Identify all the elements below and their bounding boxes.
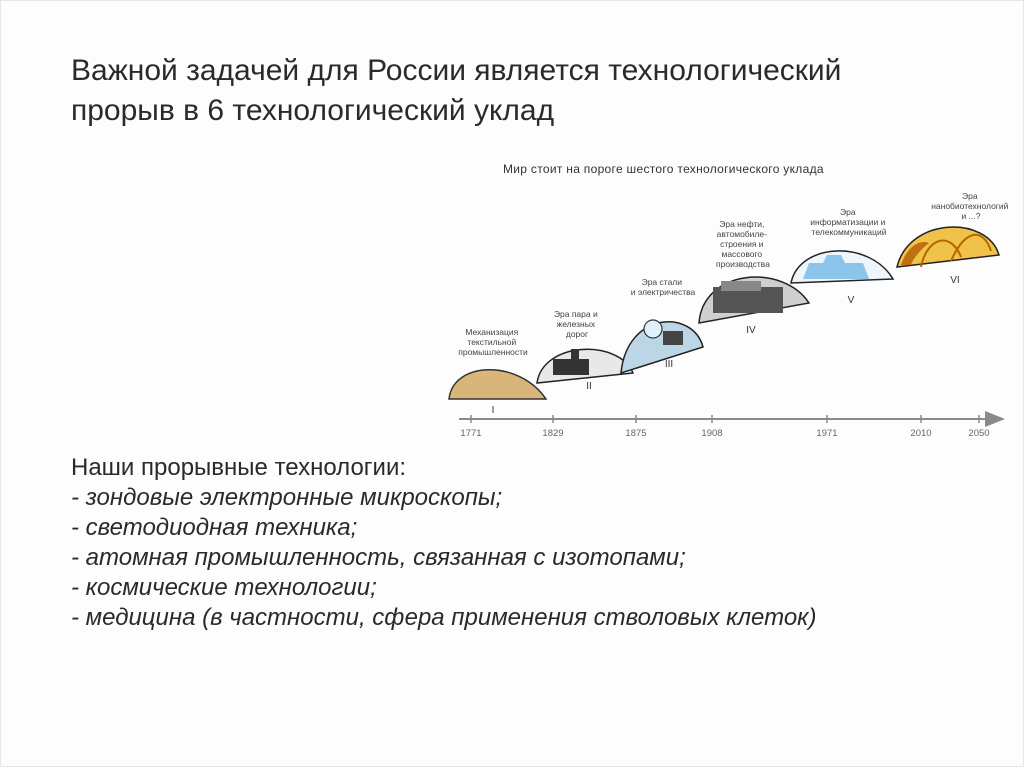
era-3-caption-line: Эра стали [641, 277, 683, 287]
era-1-dome [449, 370, 546, 399]
era-5-caption-line: Эра [840, 207, 856, 217]
era-2-numeral: II [586, 381, 592, 392]
era-3-caption [631, 277, 696, 297]
slide-title [71, 51, 971, 131]
era-6-caption [931, 191, 1011, 221]
timeline-year-label: 1971 [816, 428, 838, 439]
breakthrough-heading: Наши прорывные технологии: [71, 454, 407, 481]
era-5-numeral: V [847, 295, 855, 306]
era-3-numeral: III [664, 359, 674, 370]
era-2-caption-line: Эра пара и [553, 309, 598, 319]
breakthrough-item: - медицина (в частности, сфера применения стволовых клеток) [71, 604, 817, 631]
locomotive-illustration [553, 359, 589, 375]
breakthrough-item: - космические технологии; [71, 574, 377, 601]
timeline-year-label: 1908 [701, 428, 723, 439]
technological-waves-diagram [431, 151, 1011, 446]
era-6-caption-line: и ...? [961, 211, 981, 221]
lightbulb-illustration [644, 320, 662, 338]
title-line-1: Важной задачей для России является технологический [71, 54, 842, 87]
era-5-caption-line: информатизации и [810, 217, 886, 227]
timeline-year-label: 2050 [968, 428, 990, 439]
era-2-caption-line: железных [556, 319, 596, 329]
era-1-caption-line: текстильной [467, 337, 517, 347]
timeline-year-label: 1771 [460, 428, 482, 439]
era-4-caption [716, 219, 770, 269]
era-6-numeral: VI [950, 275, 960, 286]
era-1-numeral: I [491, 405, 495, 416]
automobile-illustration [721, 281, 761, 291]
era-4-caption-line: автомобиле- [716, 229, 767, 239]
era-4-caption-line: Эра нефти, [719, 219, 765, 229]
era-1 [449, 327, 546, 416]
era-5-caption-line: телекоммуникаций [811, 227, 887, 237]
era-4-numeral: IV [746, 325, 756, 336]
locomotive-illustration [571, 349, 579, 359]
era-6 [897, 191, 1011, 286]
diagram-heading: Мир стоит на пороге шестого технологического уклада [503, 162, 824, 176]
era-2-caption [554, 309, 600, 339]
era-3 [621, 277, 703, 373]
era-4-caption-line: строения и [720, 239, 764, 249]
era-6-caption-line: нанобиотехнологий [931, 201, 1009, 211]
title-line-2: прорыв в 6 технологический уклад [71, 94, 555, 127]
breakthrough-technologies [71, 453, 971, 633]
era-4-caption-line: производства [716, 259, 770, 269]
breakthrough-item: - зондовые электронные микроскопы; [71, 484, 503, 511]
breakthrough-item: - атомная промышленность, связанная с изотопами; [71, 544, 686, 571]
era-1-caption-line: промышленности [458, 347, 528, 357]
machine-illustration [663, 331, 683, 345]
era-4-caption-line: массового [721, 249, 763, 259]
era-2-caption-line: дорог [565, 329, 589, 339]
timeline-year-label: 1875 [625, 428, 647, 439]
era-1-caption [458, 327, 528, 357]
breakthrough-item: - светодиодная техника; [71, 514, 358, 541]
era-1-caption-line: Механизация [465, 327, 519, 337]
era-2 [537, 309, 633, 392]
timeline-year-label: 1829 [542, 428, 564, 439]
era-3-caption-line: и электричества [630, 287, 696, 297]
era-5 [791, 207, 893, 306]
timeline-year-label: 2010 [910, 428, 932, 439]
era-6-caption-line: Эра [962, 191, 978, 201]
era-5-caption [810, 207, 887, 237]
